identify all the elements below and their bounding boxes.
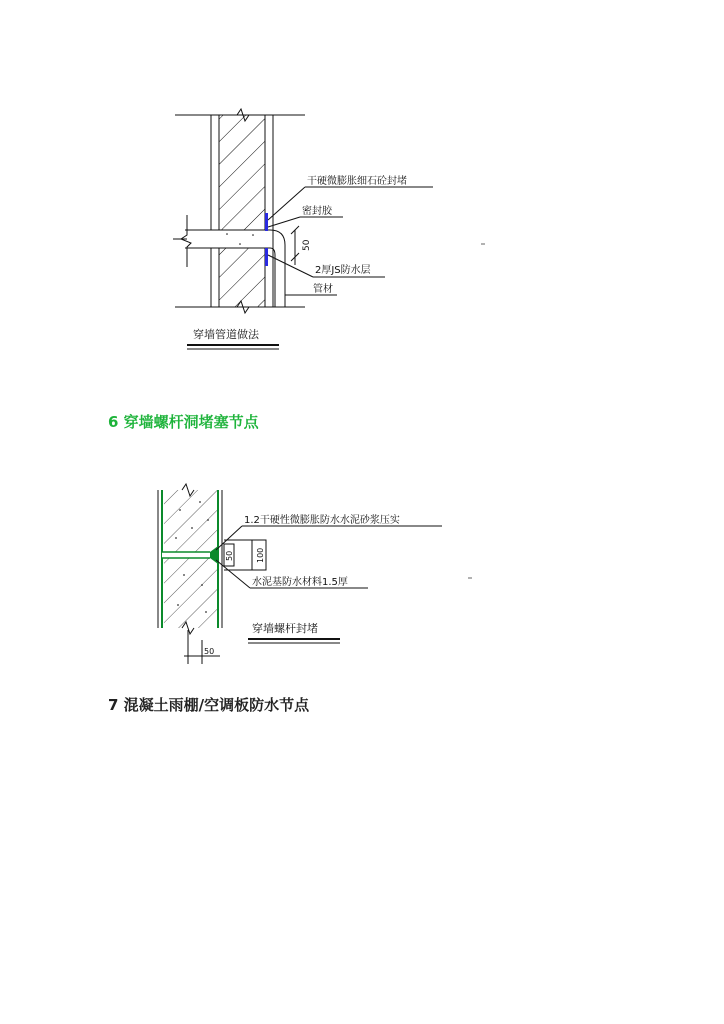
dimension-label-bottom: 50	[204, 647, 215, 656]
figure-caption: 穿墙管道做法	[193, 328, 259, 341]
section-number: 7	[108, 696, 119, 714]
wall-bolt-hole-plug-diagram	[148, 480, 478, 670]
label-fine-aggregate-plug: 干硬微膨胀细石砼封堵	[307, 176, 407, 187]
label-cementitious-waterproofing: 水泥基防水材料1.5厚	[252, 577, 348, 588]
label-mortar-plug: 1.2干硬性微膨胀防水水泥砂浆压实	[244, 515, 400, 526]
wall-hatch-lower	[219, 248, 265, 307]
label-pipe: 管材	[313, 284, 333, 295]
section-title: 混凝土雨棚/空调板防水节点	[123, 696, 310, 714]
sealant-upper	[265, 213, 268, 231]
bolt-hole-plug	[162, 552, 218, 558]
dimension-label: 50	[302, 239, 312, 251]
wall-hatch-upper	[164, 490, 218, 552]
wall-hatch-upper	[219, 115, 265, 230]
section-heading-6	[108, 412, 259, 432]
figure-caption: 穿墙螺杆封堵	[252, 622, 318, 635]
section-heading-7	[108, 695, 309, 715]
leader-lines	[268, 187, 433, 295]
dimension-label-small: 50	[225, 550, 234, 561]
pipe-through-wall-diagram	[165, 105, 495, 355]
sealant-lower	[265, 248, 268, 266]
dimension-label-large: 100	[256, 547, 265, 563]
section-title: 穿墙螺杆洞堵塞节点	[123, 413, 259, 431]
label-sealant: 密封胶	[302, 206, 332, 217]
label-waterproof-layer: 2厚JS防水层	[315, 265, 371, 276]
section-number: 6	[108, 413, 119, 431]
wall-hatch-lower	[164, 558, 218, 628]
bottom-dimension	[184, 630, 220, 664]
